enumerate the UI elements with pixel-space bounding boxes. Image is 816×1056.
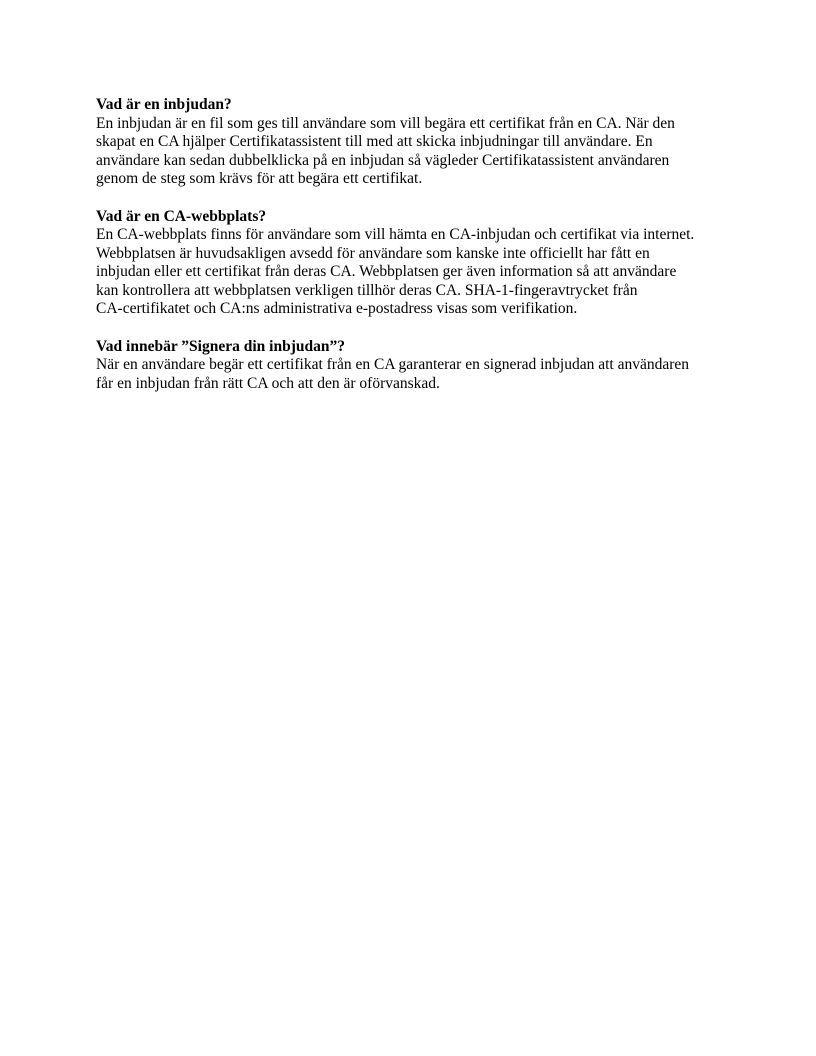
section-what-is-invitation [96, 96, 726, 189]
paragraph-line: genom de steg som krävs för att begära ett certifikat. [96, 170, 423, 187]
section-heading: Vad är en inbjudan? [96, 96, 232, 113]
paragraph-line: CA-certifikatet och CA:ns administrativa e‑postadress visas som verifikation. [96, 300, 578, 317]
paragraph-line: En CA-webbplats finns för användare som vill hämta en CA-inbjudan och certifikat via internet. [96, 226, 695, 243]
paragraph-line: kan kontrollera att webbplatsen verkligen tillhör deras CA. SHA-1-fingeravtrycket från [96, 281, 638, 299]
paragraph-line: skapat en CA hjälper Certifikatassistent till med att skicka inbjudningar till användare. En [96, 133, 653, 150]
section-heading: Vad innebär ”Signera din inbjudan”? [96, 337, 345, 355]
paragraph-line: användare kan sedan dubbelklicka på en inbjudan så vägleder Certifikatassistent användaren [96, 151, 670, 169]
document-page [96, 96, 726, 412]
paragraph-line: Webbplatsen är huvudsakligen avsedd för användare som kanske inte officiellt har fått en [96, 244, 650, 262]
paragraph-line: får en inbjudan från rätt CA och att den är oförvanskad. [96, 374, 440, 392]
paragraph-line: inbjudan eller ett certifikat från deras CA. Webbplatsen ger även information så att användare [96, 263, 677, 280]
section-heading: Vad är en CA-webbplats? [96, 207, 267, 225]
paragraph-line: När en användare begär ett certifikat från en CA garanterar en signerad inbjudan att användaren [96, 356, 690, 373]
paragraph-line: En inbjudan är en fil som ges till användare som vill begära ett certifikat från en CA. När den [96, 114, 675, 132]
section-what-is-ca-website [96, 208, 726, 319]
section-sign-invitation [96, 338, 726, 394]
